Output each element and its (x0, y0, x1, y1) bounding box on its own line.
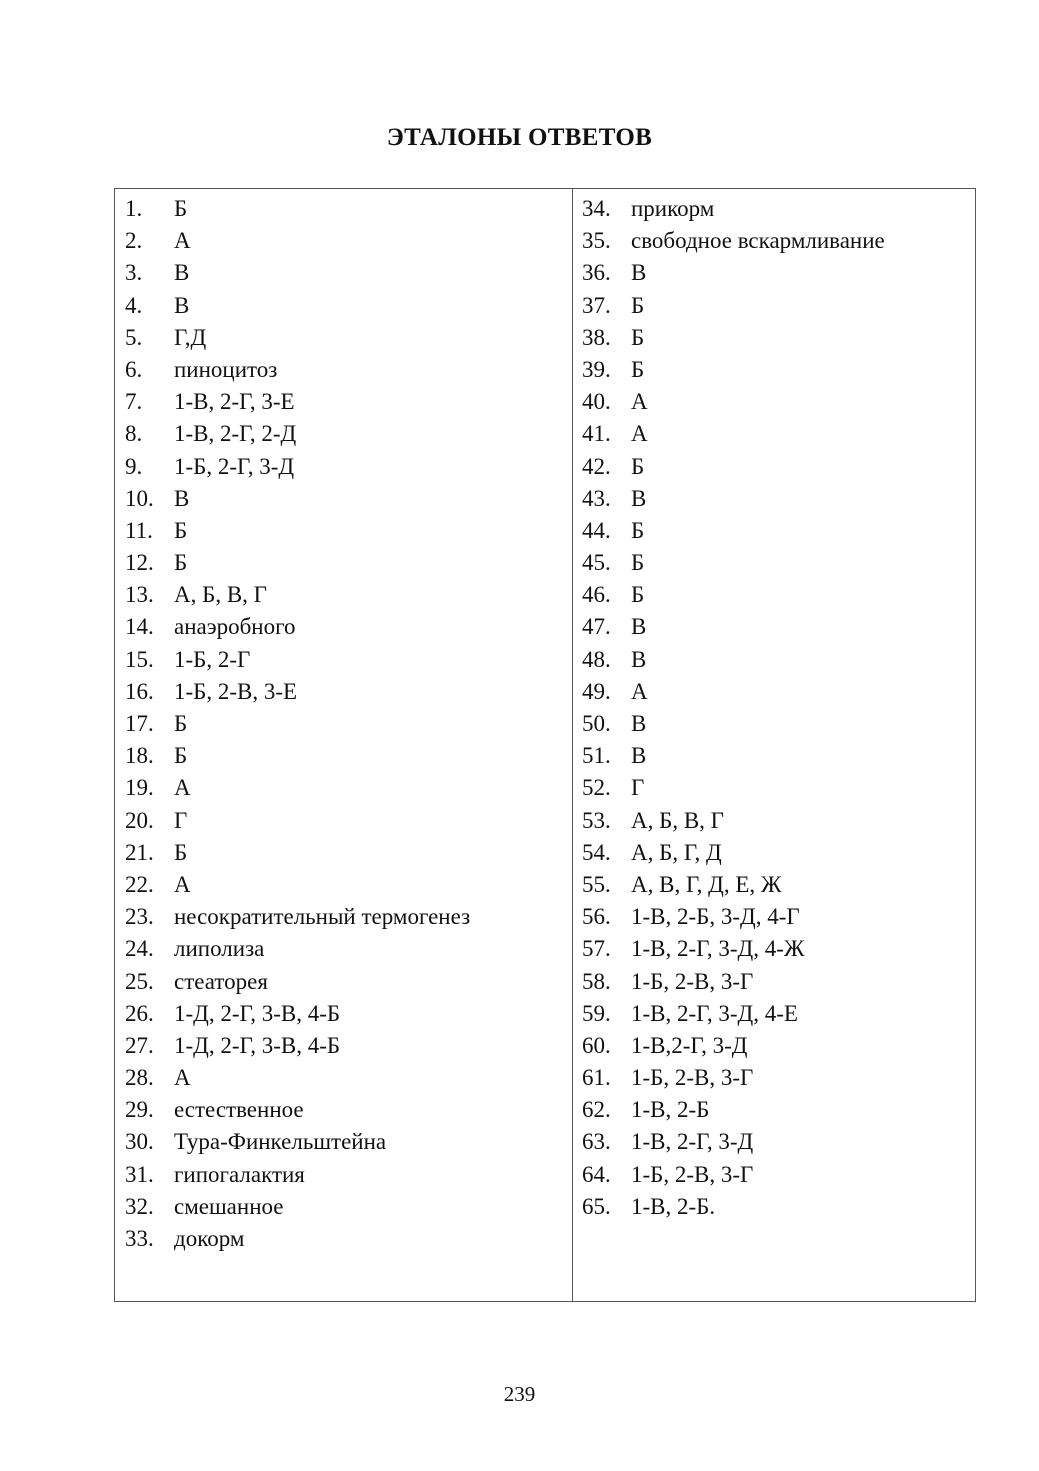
answer-text: стеаторея (174, 968, 268, 994)
answer-row (125, 708, 470, 740)
answer-text: В (631, 646, 647, 672)
answer-number: 14. (125, 614, 154, 640)
answer-text: Б (174, 550, 188, 576)
answer-row (582, 451, 885, 483)
answer-text: 1-В, 2-Г, 3-Д, 4-Е (631, 1000, 798, 1026)
answer-text: В (631, 743, 647, 769)
answer-row (125, 515, 470, 547)
answer-number: 56. (582, 904, 611, 930)
answer-text: В (631, 260, 647, 286)
answer-text: А (174, 775, 191, 801)
answer-text: 1-Б, 2-В, 3-Г (631, 1065, 754, 1091)
answer-text: В (174, 485, 190, 511)
answer-number: 12. (125, 550, 154, 576)
answer-number: 57. (582, 936, 611, 962)
answer-row (582, 515, 885, 547)
answer-row (582, 772, 885, 804)
answer-text: Б (174, 743, 188, 769)
answer-row (125, 547, 470, 579)
answer-row (582, 1094, 885, 1126)
answer-row (582, 483, 885, 515)
answer-text: А (631, 678, 648, 704)
answer-row (125, 1094, 470, 1126)
answer-number: 11. (125, 517, 153, 543)
answer-row (125, 1223, 470, 1255)
answer-row (125, 869, 470, 901)
answer-number: 47. (582, 614, 611, 640)
answer-text: 1-В, 2-Г, 2-Д (174, 421, 297, 447)
answer-text: Б (174, 517, 188, 543)
answer-row (125, 290, 470, 322)
answer-number: 39. (582, 356, 611, 382)
answer-text: свободное вскармливание (631, 228, 885, 254)
answer-text: В (631, 711, 647, 736)
answer-number: 30. (125, 1129, 154, 1155)
answer-text: прикорм (631, 196, 715, 221)
answer-text: 1-В,2-Г, 3-Д (631, 1032, 748, 1058)
answer-text: В (174, 260, 190, 286)
answer-text: В (174, 292, 190, 318)
answer-number: 42. (582, 453, 611, 479)
answer-row (582, 644, 885, 676)
answer-number: 4. (125, 292, 143, 318)
answer-text: липолиза (174, 936, 265, 962)
answer-number: 21. (125, 839, 154, 865)
answer-row (125, 837, 470, 869)
answer-number: 36. (582, 260, 611, 286)
answer-number: 48. (582, 646, 611, 672)
page-title: ЭТАЛОНЫ ОТВЕТОВ (386, 124, 653, 151)
answer-text: В (631, 485, 647, 511)
answer-row (582, 998, 885, 1030)
answer-number: 5. (125, 324, 143, 350)
answer-number: 35. (582, 228, 611, 254)
answer-number: 52. (582, 775, 611, 801)
answer-row (582, 611, 885, 643)
answer-number: 16. (125, 678, 154, 704)
answer-table (114, 188, 976, 1302)
answer-text: несократительный термогенез (174, 904, 471, 930)
answer-text: А, В, Г, Д, Е, Ж (631, 871, 782, 897)
answer-number: 55. (582, 871, 611, 897)
answer-row (582, 547, 885, 579)
answer-number: 20. (125, 807, 154, 833)
answer-row (125, 644, 470, 676)
answer-text: 1-Д, 2-Г, 3-В, 4-Б (174, 1032, 341, 1058)
answer-number: 23. (125, 904, 154, 930)
answer-number: 18. (125, 743, 154, 769)
answer-number: 25. (125, 968, 154, 994)
answer-number: 41. (582, 421, 611, 447)
answer-row (582, 837, 885, 869)
page-number: 239 (503, 1382, 536, 1406)
answer-number: 10. (125, 485, 154, 511)
answer-number: 7. (125, 389, 143, 415)
answer-row (582, 1191, 885, 1223)
answer-row (125, 451, 470, 483)
answer-row (125, 483, 470, 515)
answer-row (125, 998, 470, 1030)
answer-text: 1-В, 2-Б, 3-Д, 4-Г (631, 904, 800, 930)
answer-row (125, 257, 470, 289)
answer-text: докорм (174, 1226, 245, 1251)
answer-row (125, 611, 470, 643)
answer-number: 58. (582, 968, 611, 994)
answer-text: Тура-Финкельштейна (174, 1129, 387, 1155)
answer-number: 53. (582, 807, 611, 833)
answer-row (125, 933, 470, 965)
answer-row (582, 322, 885, 354)
answer-number: 24. (125, 936, 154, 962)
answer-row (582, 354, 885, 386)
answer-text: 1-Д, 2-Г, 3-В, 4-Б (174, 1000, 341, 1026)
answer-number: 38. (582, 324, 611, 350)
answer-row (125, 1191, 470, 1223)
answer-number: 8. (125, 421, 143, 447)
answer-text: А (174, 228, 191, 254)
answer-text: Б (174, 196, 188, 221)
answer-text: Б (631, 324, 645, 350)
answer-row (582, 805, 885, 837)
answer-text: 1-Б, 2-Г, 3-Д (174, 453, 295, 479)
answer-number: 44. (582, 517, 611, 543)
answer-text: 1-Б, 2-В, 3-Г (631, 1161, 754, 1187)
answer-number: 33. (125, 1226, 154, 1251)
answer-row (582, 869, 885, 901)
answer-row (125, 740, 470, 772)
answer-row (125, 805, 470, 837)
answer-row (125, 901, 470, 933)
answer-text: А (174, 1065, 191, 1091)
answer-column-right (582, 193, 885, 1223)
answer-text: Б (631, 550, 645, 576)
answer-row (125, 418, 470, 450)
answer-row (125, 579, 470, 611)
answer-row (582, 1159, 885, 1191)
answer-row (582, 1126, 885, 1158)
answer-row (582, 1062, 885, 1094)
answer-text: Б (631, 292, 645, 318)
answer-number: 19. (125, 775, 154, 801)
answer-number: 40. (582, 389, 611, 415)
answer-number: 37. (582, 292, 611, 318)
answer-number: 15. (125, 646, 154, 672)
answer-text: Б (631, 582, 645, 608)
answer-text: А (174, 871, 191, 897)
answer-row (582, 418, 885, 450)
answer-number: 61. (582, 1065, 611, 1091)
answer-number: 32. (125, 1193, 154, 1219)
answer-text: А (631, 421, 648, 447)
answer-row (582, 933, 885, 965)
answer-row (125, 1159, 470, 1191)
answer-number: 28. (125, 1065, 154, 1091)
answer-number: 29. (125, 1097, 154, 1123)
answer-row (125, 1126, 470, 1158)
answer-row (582, 579, 885, 611)
answer-row (582, 966, 885, 998)
answer-number: 46. (582, 582, 611, 608)
answer-text: 1-Б, 2-В, 3-Е (174, 678, 298, 704)
answer-text: Г (631, 775, 645, 801)
answer-row (125, 772, 470, 804)
answer-text: А, Б, В, Г (174, 582, 267, 608)
answer-row (125, 354, 470, 386)
answer-text: Г,Д (174, 324, 207, 350)
answer-text: Г (174, 807, 188, 833)
answer-text: пиноцитоз (174, 356, 278, 382)
answer-text: 1-В, 2-Б (631, 1097, 710, 1123)
answer-text: Б (174, 839, 188, 865)
answer-number: 59. (582, 1000, 611, 1026)
answer-row (582, 257, 885, 289)
answer-text: гипогалактия (174, 1161, 305, 1187)
answer-row (582, 290, 885, 322)
answer-number: 3. (125, 260, 143, 286)
answer-text: А, Б, В, Г (631, 807, 724, 833)
answer-number: 65. (582, 1193, 611, 1219)
answer-text: 1-В, 2-Г, 3-Д, 4-Ж (631, 936, 805, 962)
answer-row (582, 901, 885, 933)
answer-row (582, 193, 885, 225)
answer-row (582, 708, 885, 740)
answer-number: 1. (125, 196, 143, 221)
answer-number: 45. (582, 550, 611, 576)
answer-row (125, 676, 470, 708)
answer-text: В (631, 614, 647, 640)
answer-row (125, 322, 470, 354)
column-divider (572, 189, 573, 1301)
answer-text: А (631, 389, 648, 415)
answer-number: 6. (125, 356, 143, 382)
answer-text: Б (631, 356, 645, 382)
answer-number: 9. (125, 453, 143, 479)
answer-text: 1-В, 2-Б. (631, 1193, 716, 1219)
answer-row (125, 193, 470, 225)
answer-row (125, 386, 470, 418)
answer-number: 54. (582, 839, 611, 865)
answer-row (582, 386, 885, 418)
answer-row (582, 740, 885, 772)
answer-text: Б (631, 453, 645, 479)
answer-number: 62. (582, 1097, 611, 1123)
answer-number: 17. (125, 711, 154, 736)
answer-number: 50. (582, 711, 611, 736)
answer-number: 43. (582, 485, 611, 511)
answer-number: 60. (582, 1032, 611, 1058)
answer-text: смешанное (174, 1193, 284, 1219)
answer-column-left (125, 193, 470, 1255)
answer-number: 13. (125, 582, 154, 608)
answer-row (125, 1062, 470, 1094)
answer-row (125, 1030, 470, 1062)
answer-text: 1-В, 2-Г, 3-Е (174, 389, 295, 415)
answer-row (125, 966, 470, 998)
answer-number: 2. (125, 228, 143, 254)
answer-number: 34. (582, 196, 611, 221)
answer-number: 27. (125, 1032, 154, 1058)
answer-text: естественное (174, 1097, 304, 1123)
answer-text: 1-Б, 2-Г (174, 646, 251, 672)
answer-number: 51. (582, 743, 611, 769)
answer-number: 49. (582, 678, 611, 704)
answer-text: 1-В, 2-Г, 3-Д (631, 1129, 754, 1155)
answer-number: 63. (582, 1129, 611, 1155)
answer-text: 1-Б, 2-В, 3-Г (631, 968, 754, 994)
answer-text: Б (174, 711, 188, 736)
answer-row (582, 676, 885, 708)
answer-row (125, 225, 470, 257)
answer-text: Б (631, 517, 645, 543)
answer-number: 64. (582, 1161, 611, 1187)
answer-number: 22. (125, 871, 154, 897)
answer-row (582, 1030, 885, 1062)
answer-row (582, 225, 885, 257)
answer-number: 31. (125, 1161, 154, 1187)
answer-text: анаэробного (174, 614, 296, 640)
answer-number: 26. (125, 1000, 154, 1026)
answer-text: А, Б, Г, Д (631, 839, 722, 865)
